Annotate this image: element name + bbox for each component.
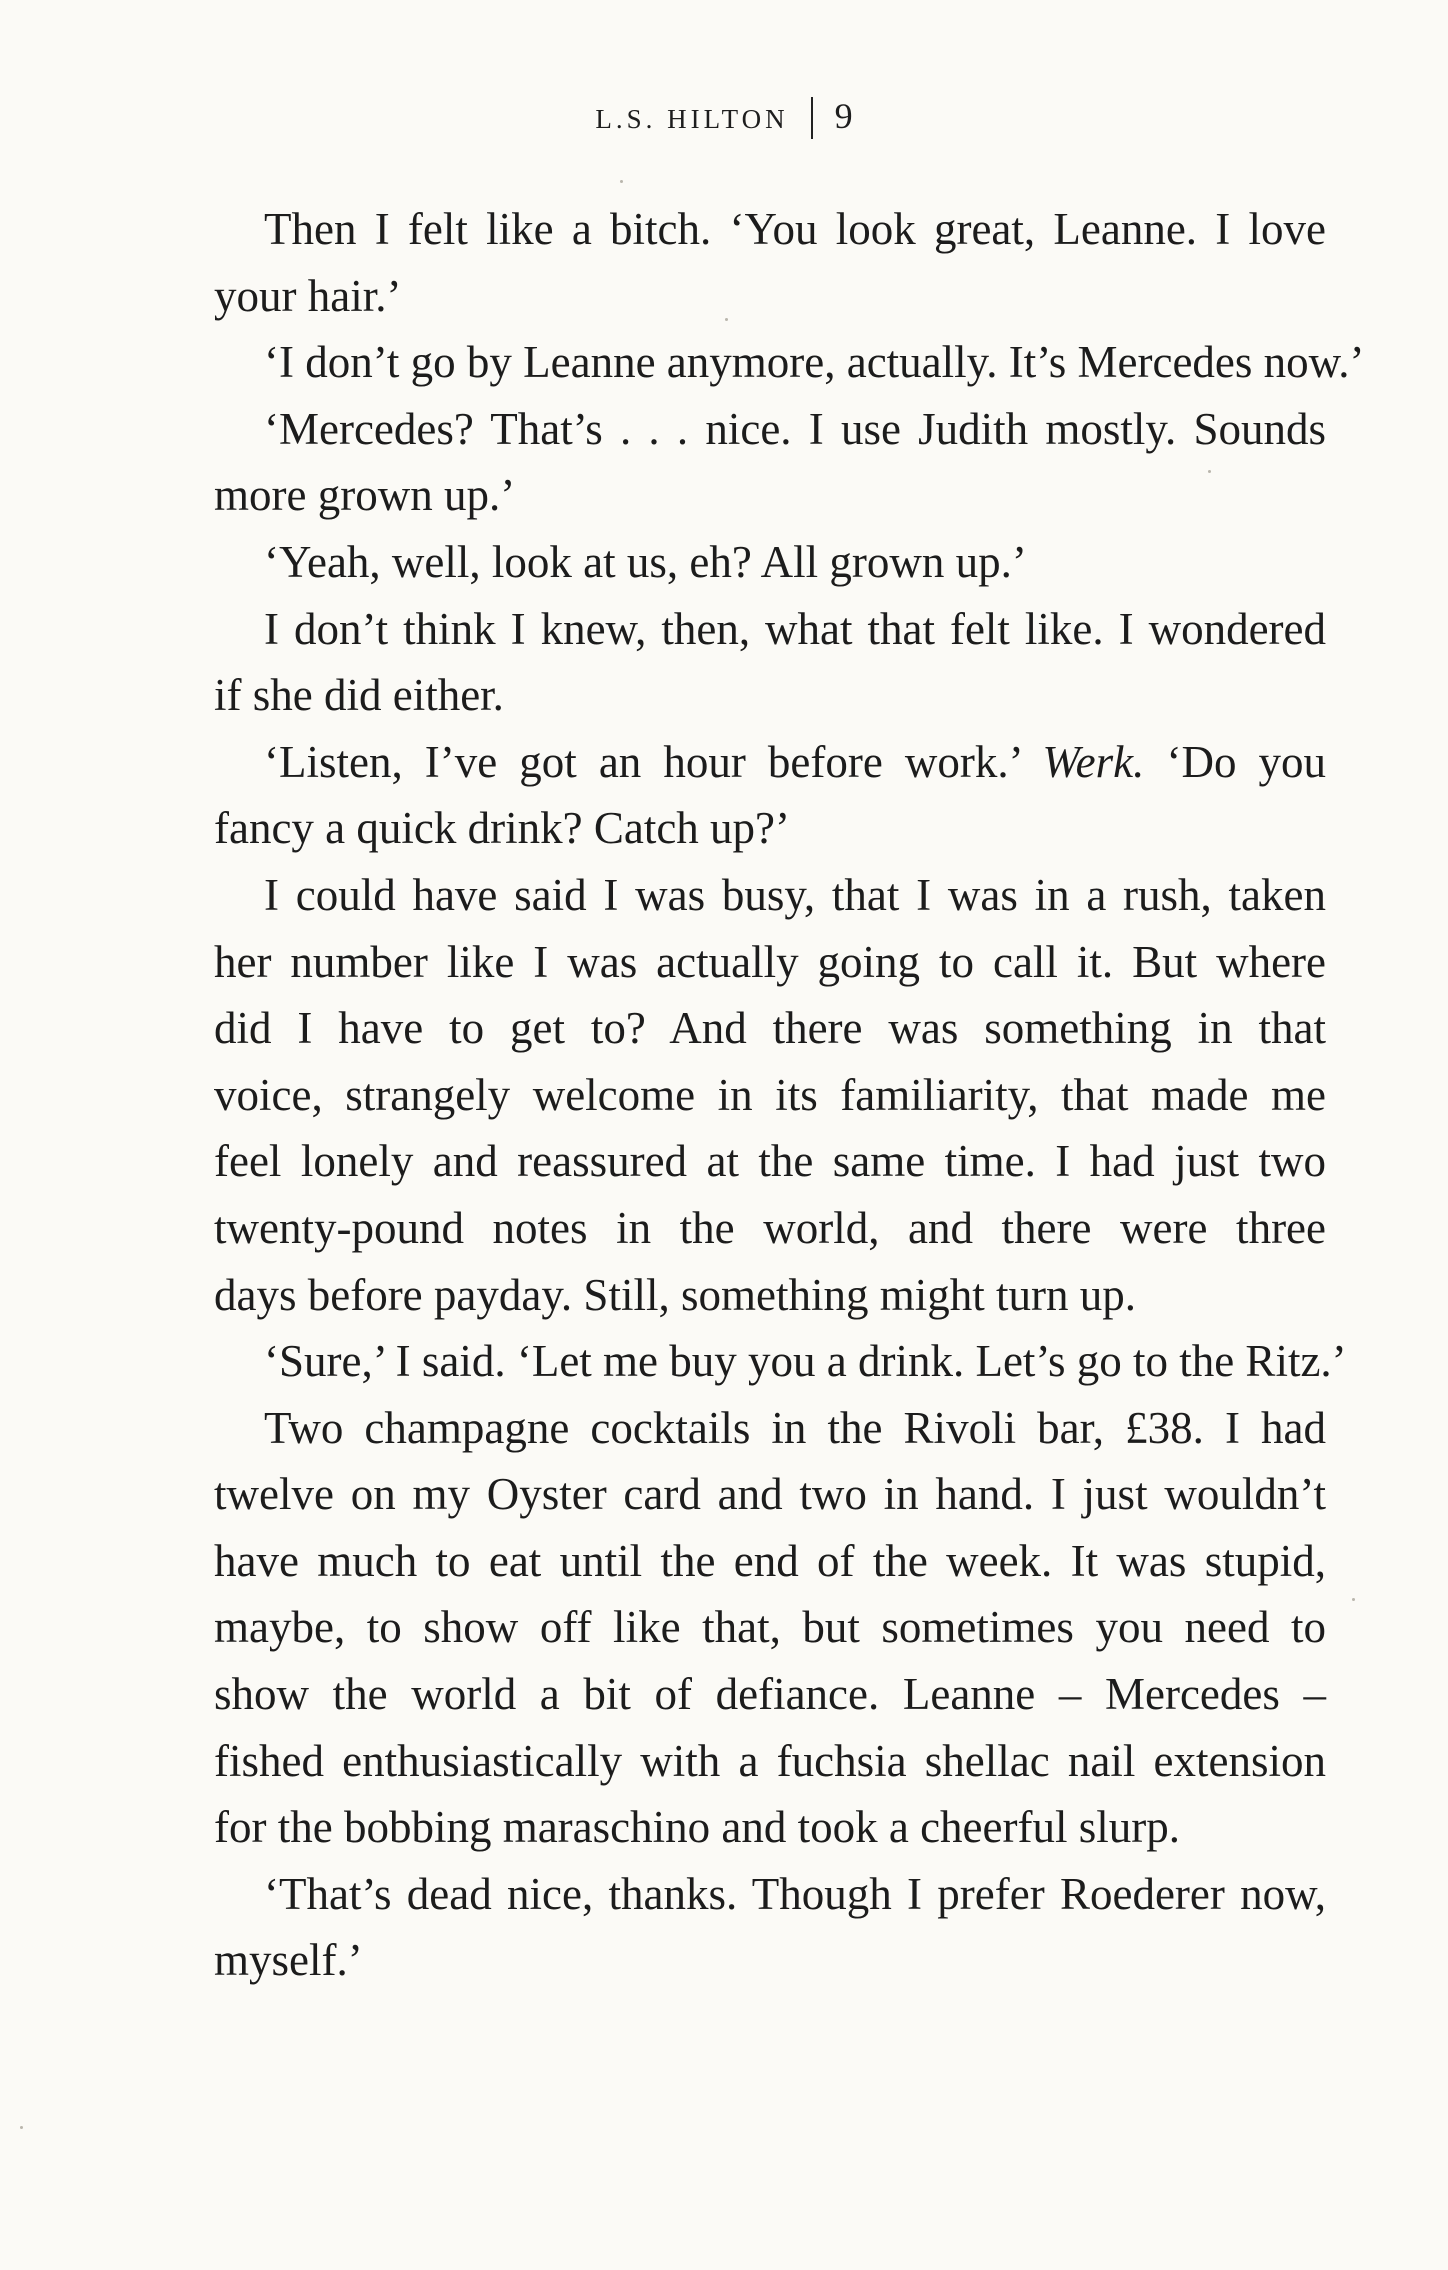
text-line: ‘That’s dead nice, thanks. Though I prefer Roederer now,	[264, 1868, 1326, 1919]
text-line: her number like I was actually going to call it. But where	[214, 936, 1326, 987]
paper-speck	[620, 180, 623, 183]
paragraph	[164, 1395, 1326, 1861]
text-run: ‘Do you	[1144, 736, 1327, 787]
text-line: I could have said I was busy, that I was in a rush, taken	[264, 869, 1326, 920]
text-line: I don’t think I knew, then, what that felt like. I wondered	[264, 603, 1326, 654]
text-line	[164, 729, 1326, 796]
text-line: twelve on my Oyster card and two in hand. I just wouldn’t	[214, 1469, 1326, 1520]
text-line: voice, strangely welcome in its familiarity, that made me	[214, 1069, 1326, 1120]
running-head	[0, 86, 1448, 149]
text-line: twenty-pound notes in the world, and there were three	[214, 1202, 1326, 1253]
text-line: if she did either.	[214, 670, 504, 721]
text-line: Two champagne cocktails in the Rivoli bar, £38. I had	[264, 1402, 1326, 1453]
paper-speck	[20, 2126, 23, 2129]
text-line: maybe, to show off like that, but sometimes you need to	[214, 1602, 1326, 1653]
running-head-separator	[811, 97, 813, 139]
text-line: days before payday. Still, something might turn up.	[214, 1269, 1136, 1320]
text-line: myself.’	[214, 1935, 363, 1986]
running-head-author: L.S. HILTON	[595, 104, 789, 134]
paragraph	[164, 596, 1326, 729]
paragraph	[164, 1861, 1326, 1994]
paragraph	[164, 329, 1365, 396]
text-line: ‘Mercedes? That’s . . . nice. I use Judith mostly. Sounds	[264, 403, 1326, 454]
text-line: your hair.’	[214, 270, 402, 321]
italic-text-run: Werk.	[1042, 736, 1145, 787]
paragraph	[164, 1328, 1347, 1395]
text-line: ‘Yeah, well, look at us, eh? All grown up.’	[264, 536, 1027, 587]
text-line: ‘I don’t go by Leanne anymore, actually. It’s Mercedes now.’	[264, 337, 1365, 388]
text-line: more grown up.’	[214, 470, 516, 521]
body-text	[164, 196, 1365, 1994]
text-line: have much to eat until the end of the week. It was stupid,	[214, 1535, 1326, 1586]
paragraph	[164, 196, 1326, 329]
text-line: ‘Sure,’ I said. ‘Let me buy you a drink. Let’s go to the Ritz.’	[264, 1336, 1347, 1387]
text-line: Then I felt like a bitch. ‘You look great, Leanne. I love	[264, 204, 1326, 254]
paragraph	[164, 862, 1326, 1328]
paragraph	[164, 396, 1326, 529]
text-line: feel lonely and reassured at the same time. I had just two	[214, 1136, 1326, 1187]
paper-speck	[1208, 470, 1211, 473]
paper-speck	[1352, 1598, 1355, 1601]
paragraph	[164, 729, 1326, 862]
text-line: fished enthusiastically with a fuchsia shellac nail extension	[214, 1735, 1326, 1786]
paper-speck	[725, 318, 728, 321]
text-line: did I have to get to? And there was something in that	[214, 1003, 1326, 1054]
page-number: 9	[834, 96, 853, 136]
text-run: ‘Listen, I’ve got an hour before work.’	[264, 736, 1043, 787]
text-line: show the world a bit of defiance. Leanne – Mercedes –	[214, 1669, 1326, 1720]
paragraph	[164, 529, 1326, 596]
text-line: for the bobbing maraschino and took a cheerful slurp.	[214, 1802, 1180, 1853]
text-line: fancy a quick drink? Catch up?’	[214, 803, 791, 854]
